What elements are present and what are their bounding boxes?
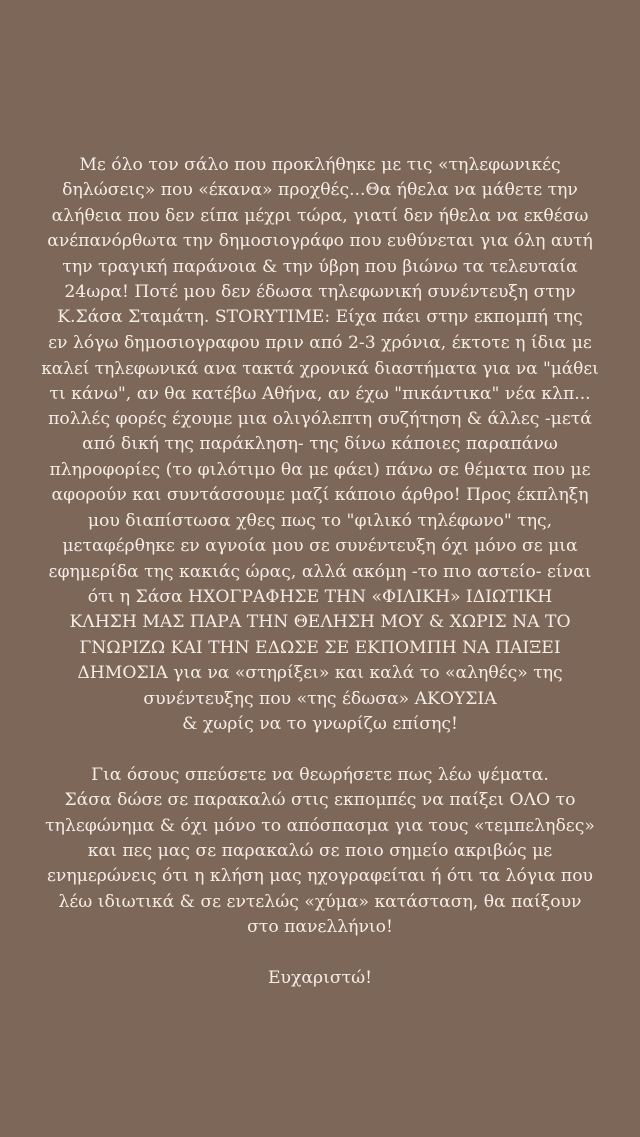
text-line: την τραγική παράνοια & την ύβρη που βιώνω τα τελευταία (62, 256, 578, 277)
text-line: ανέπανόρθωτα την δημοσιογράφο που ευθύνεται για όλη αυτή (47, 231, 593, 252)
text-line: Με όλο τον σάλο που προκλήθηκε με τις «τηλεφωνικές (79, 155, 561, 175)
text-line: Σάσα δώσε σε παρακαλώ στις εκπομπές να παίξει ΟΛΟ το (64, 790, 576, 811)
text-line: από δική της παράκληση- της δίνω κάποιες παραπάνω (82, 434, 558, 455)
text-line: ΔΗΜΟΣΙΑ για να «στηρίξει» και καλά το «αληθές» της (77, 663, 563, 684)
text-line: εφημερίδα της κακιάς ώρας, αλλά ακόμη -το πιο αστείο- είναι (48, 561, 592, 582)
text-line: συνέντευξης που «της έδωσα» ΑΚΟΥΣΙΑ (143, 688, 497, 709)
text-line: καλεί τηλεφωνικά ανα τακτά χρονικά διαστήματα για να "μάθει (41, 358, 599, 379)
text-line: & χωρίς να το γνωρίζω επίσης! (182, 713, 458, 734)
text-line: ΚΛΗΣΗ ΜΑΣ ΠΑΡΑ ΤΗΝ ΘΕΛΗΣΗ ΜΟΥ & ΧΩΡΙΣ ΝΑ ΤΟ (69, 612, 571, 633)
text-line: στο πανελλήνιο! (247, 917, 393, 938)
text-line: ότι η Σάσα ΗΧΟΓΡΑΦΗΣΕ ΤΗΝ «ΦΙΛΙΚΗ» ΙΔΙΩΤΙΚΗ (87, 586, 553, 607)
text-line: λέω ιδιωτικά & σε εντελώς «χύμα» κατάσταση, θα παίξουν (58, 891, 582, 912)
statement-paragraph-1 (40, 153, 600, 737)
text-line: πληροφορίες (το φιλότιμο θα με φάει) πάνω σε θέματα που με (49, 459, 591, 480)
text-line: τι κάνω", αν θα κατέβω Αθήνα, αν έχω "πικάντικα" νέα κλπ... (49, 383, 591, 404)
text-line: τηλεφώνημα & όχι μόνο το απόσπασμα για τους «τεμπεληδες» (45, 815, 595, 836)
text-line: και πες μας σε παρακαλώ σε ποιο σημείο ακριβώς με (87, 840, 553, 861)
statement-paragraph-2 (40, 763, 600, 941)
text-line: ΓΝΩΡΙΖΩ ΚΑΙ ΤΗΝ ΕΔΩΣΕ ΣΕ ΕΚΠΟΜΠΗ ΝΑ ΠΑΙΞΕΙ (79, 637, 561, 658)
text-line: εν λόγω δημοσιογραφου πριν από 2-3 χρόνια, έκτοτε η ίδια με (48, 332, 592, 353)
closing-thanks: Ευχαριστώ! (267, 967, 373, 988)
text-line: μου διαπίστωσα χθες πως το "φιλικό τηλέφωνο" της, (87, 510, 553, 531)
text-line: αφορούν και συντάσσουμε μαζί κάποιο άρθρο! Προς έκπληξη (51, 485, 589, 506)
text-line: Κ.Σάσα Σταμάτη. STORYTIME: Είχα πάει στην εκπομπή της (57, 307, 583, 328)
text-line: Για όσους σπεύσετε να θεωρήσετε πως λέω ψέματα. (91, 764, 549, 785)
text-line: μεταφέρθηκε εν αγνοία μου σε συνέντευξη όχι μόνο σε μια (62, 536, 578, 557)
text-line: δηλώσεις» που «έκανα» προχθές...Θα ήθελα να μάθετε την (62, 180, 578, 201)
paragraph-spacer (40, 737, 600, 762)
text-line: 24ωρα! Ποτέ μου δεν έδωσα τηλεφωνική συνέντευξη στην (64, 282, 576, 303)
paragraph-spacer (40, 941, 600, 966)
text-line: αλήθεια που δεν είπα μέχρι τώρα, γιατί δεν ήθελα να εκθέσω (51, 205, 589, 226)
text-line: πολλές φορές έχουμε μια ολιγόλεπτη συζήτηση & άλλες -μετά (48, 409, 592, 430)
text-line: ενημερώνεις ότι η κλήση μας ηχογραφείται ή ότι τα λόγια που (47, 866, 593, 887)
story-statement-text (40, 153, 600, 991)
